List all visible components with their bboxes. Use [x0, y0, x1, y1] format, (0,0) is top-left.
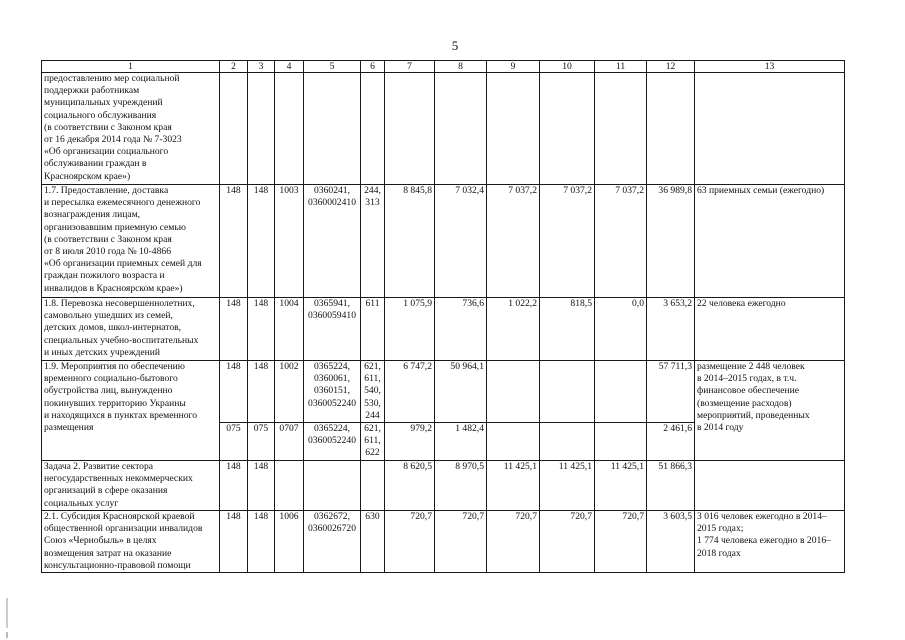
amount-cell: [540, 361, 595, 423]
section-code: 1002: [275, 361, 304, 423]
header-row: [42, 61, 845, 73]
amount-cell: 8 620,5: [385, 461, 435, 511]
grbs-code: 148: [248, 511, 275, 573]
target-article-code: 0365224, 0360061, 0360151, 0360052240: [304, 361, 361, 423]
amount-cell: 8 970,5: [435, 461, 487, 511]
header-cell: 3: [248, 61, 275, 73]
header-cell: 6: [361, 61, 385, 73]
amount-cell: [595, 423, 647, 461]
admin-code: 148: [220, 461, 248, 511]
measure-description: 1.7. Предоставление, доставка и пересылка ежемесячного денежного вознаграждения лицам, организовавшим приемную семью (в соответствии с Законом края от 8 июля 2010 года № 10-4866 «Об организации приемных семей для граждан пожилого возраста и инвалидов в Красноярском крае»): [42, 185, 220, 298]
amount-cell: 11 425,1: [540, 461, 595, 511]
amount-cell: 7 037,2: [540, 185, 595, 298]
amount-cell: 736,6: [435, 298, 487, 361]
expense-type-code: 621, 611, 540, 530, 244: [361, 361, 385, 423]
header-cell: 10: [540, 61, 595, 73]
amount-cell: 50 964,1: [435, 361, 487, 423]
expense-type-code: 621, 611, 622: [361, 423, 385, 461]
header-cell: 12: [647, 61, 695, 73]
budget-table: [41, 60, 845, 573]
amount-cell: 6 747,2: [385, 361, 435, 423]
amount-cell: 1 482,4: [435, 423, 487, 461]
target-article-code: 0362672, 0360026720: [304, 511, 361, 573]
amount-cell: [487, 361, 540, 423]
amount-cell: 720,7: [385, 511, 435, 573]
grbs-code: 148: [248, 185, 275, 298]
header-cell: 7: [385, 61, 435, 73]
amount-cell: 720,7: [435, 511, 487, 573]
expected-result: 3 016 человек ежегодно в 2014– 2015 годах; 1 774 человека ежегодно в 2016– 2018 годах: [695, 511, 845, 573]
section-code: 1006: [275, 511, 304, 573]
amount-cell: 11 425,1: [595, 461, 647, 511]
header-cell: 1: [42, 61, 220, 73]
header-cell: 2: [220, 61, 248, 73]
expense-type-code: 630: [361, 511, 385, 573]
amount-cell: [540, 423, 595, 461]
admin-code: 148: [220, 298, 248, 361]
total-amount: 3 653,2: [647, 298, 695, 361]
table-row: [42, 73, 845, 185]
amount-cell: 720,7: [540, 511, 595, 573]
header-cell: 8: [435, 61, 487, 73]
table-row: [42, 185, 845, 298]
page-number: 5: [451, 38, 459, 53]
total-amount: 51 866,3: [647, 461, 695, 511]
target-article-code: 0365941, 0360059410: [304, 298, 361, 361]
scan-edge-mark: [6, 632, 8, 638]
grbs-code: 075: [248, 423, 275, 461]
grbs-code: 148: [248, 298, 275, 361]
header-cell: 4: [275, 61, 304, 73]
amount-cell: 7 032,4: [435, 185, 487, 298]
grbs-code: 148: [248, 461, 275, 511]
expected-result: размещение 2 448 человек в 2014–2015 годах, в т.ч. финансовое обеспечение (возмещение расходов) мероприятий, проведенных в 2014 году: [695, 361, 845, 461]
amount-cell: 1 022,2: [487, 298, 540, 361]
measure-description: 1.8. Перевозка несовершеннолетних, самовольно ушедших из семей, детских домов, школ-интернатов, специальных учебно-воспитательных и иных детских учреждений: [42, 298, 220, 361]
admin-code: 148: [220, 361, 248, 423]
measure-description: предоставлению мер социальной поддержки работникам муниципальных учреждений социального обслуживания (в соответствии с Законом края от 16 декабря 2014 года № 7-3023 «Об организации социального обслуживании граждан в Красноярском крае»): [42, 73, 220, 185]
amount-cell: [595, 361, 647, 423]
table-row: [42, 461, 845, 511]
target-article-code: 0360241, 0360002410: [304, 185, 361, 298]
total-amount: 2 461,6: [647, 423, 695, 461]
admin-code: 148: [220, 185, 248, 298]
section-code: [275, 461, 304, 511]
section-code: 0707: [275, 423, 304, 461]
amount-cell: 1 075,9: [385, 298, 435, 361]
amount-cell: 720,7: [487, 511, 540, 573]
amount-cell: [487, 423, 540, 461]
amount-cell: 818,5: [540, 298, 595, 361]
expected-result: 63 приемных семьи (ежегодно): [695, 185, 845, 298]
amount-cell: 979,2: [385, 423, 435, 461]
scan-edge-mark: [6, 598, 8, 628]
admin-code: 075: [220, 423, 248, 461]
section-code: 1004: [275, 298, 304, 361]
total-amount: 36 989,8: [647, 185, 695, 298]
admin-code: 148: [220, 511, 248, 573]
header-cell: 11: [595, 61, 647, 73]
total-amount: 57 711,3: [647, 361, 695, 423]
expense-type-code: [361, 461, 385, 511]
section-code: 1003: [275, 185, 304, 298]
amount-cell: 720,7: [595, 511, 647, 573]
grbs-code: 148: [248, 361, 275, 423]
measure-description: 2.1. Субсидия Красноярской краевой общественной организации инвалидов Союз «Чернобыль» в целях возмещения затрат на оказание консультационно-правовой помощи: [42, 511, 220, 573]
expense-type-code: 244, 313: [361, 185, 385, 298]
expected-result: [695, 461, 845, 511]
amount-cell: 11 425,1: [487, 461, 540, 511]
target-article-code: 0365224, 0360052240: [304, 423, 361, 461]
target-article-code: [304, 461, 361, 511]
measure-description: Задача 2. Развитие сектора негосударственных некоммерческих организаций в сфере оказания социальных услуг: [42, 461, 220, 511]
amount-cell: 0,0: [595, 298, 647, 361]
header-cell: 5: [304, 61, 361, 73]
amount-cell: 7 037,2: [595, 185, 647, 298]
table-row: [42, 361, 845, 423]
amount-cell: 7 037,2: [487, 185, 540, 298]
measure-description: 1.9. Мероприятия по обеспечению временного социально-бытового обустройства лиц, вынужденно покинувших территорию Украины и находящихся в пунктах временного размещения: [42, 361, 220, 461]
header-cell: 13: [695, 61, 845, 73]
expense-type-code: 611: [361, 298, 385, 361]
total-amount: 3 603,5: [647, 511, 695, 573]
table-row: [42, 298, 845, 361]
table-row: [42, 511, 845, 573]
expected-result: 22 человека ежегодно: [695, 298, 845, 361]
header-cell: 9: [487, 61, 540, 73]
amount-cell: 8 845,8: [385, 185, 435, 298]
